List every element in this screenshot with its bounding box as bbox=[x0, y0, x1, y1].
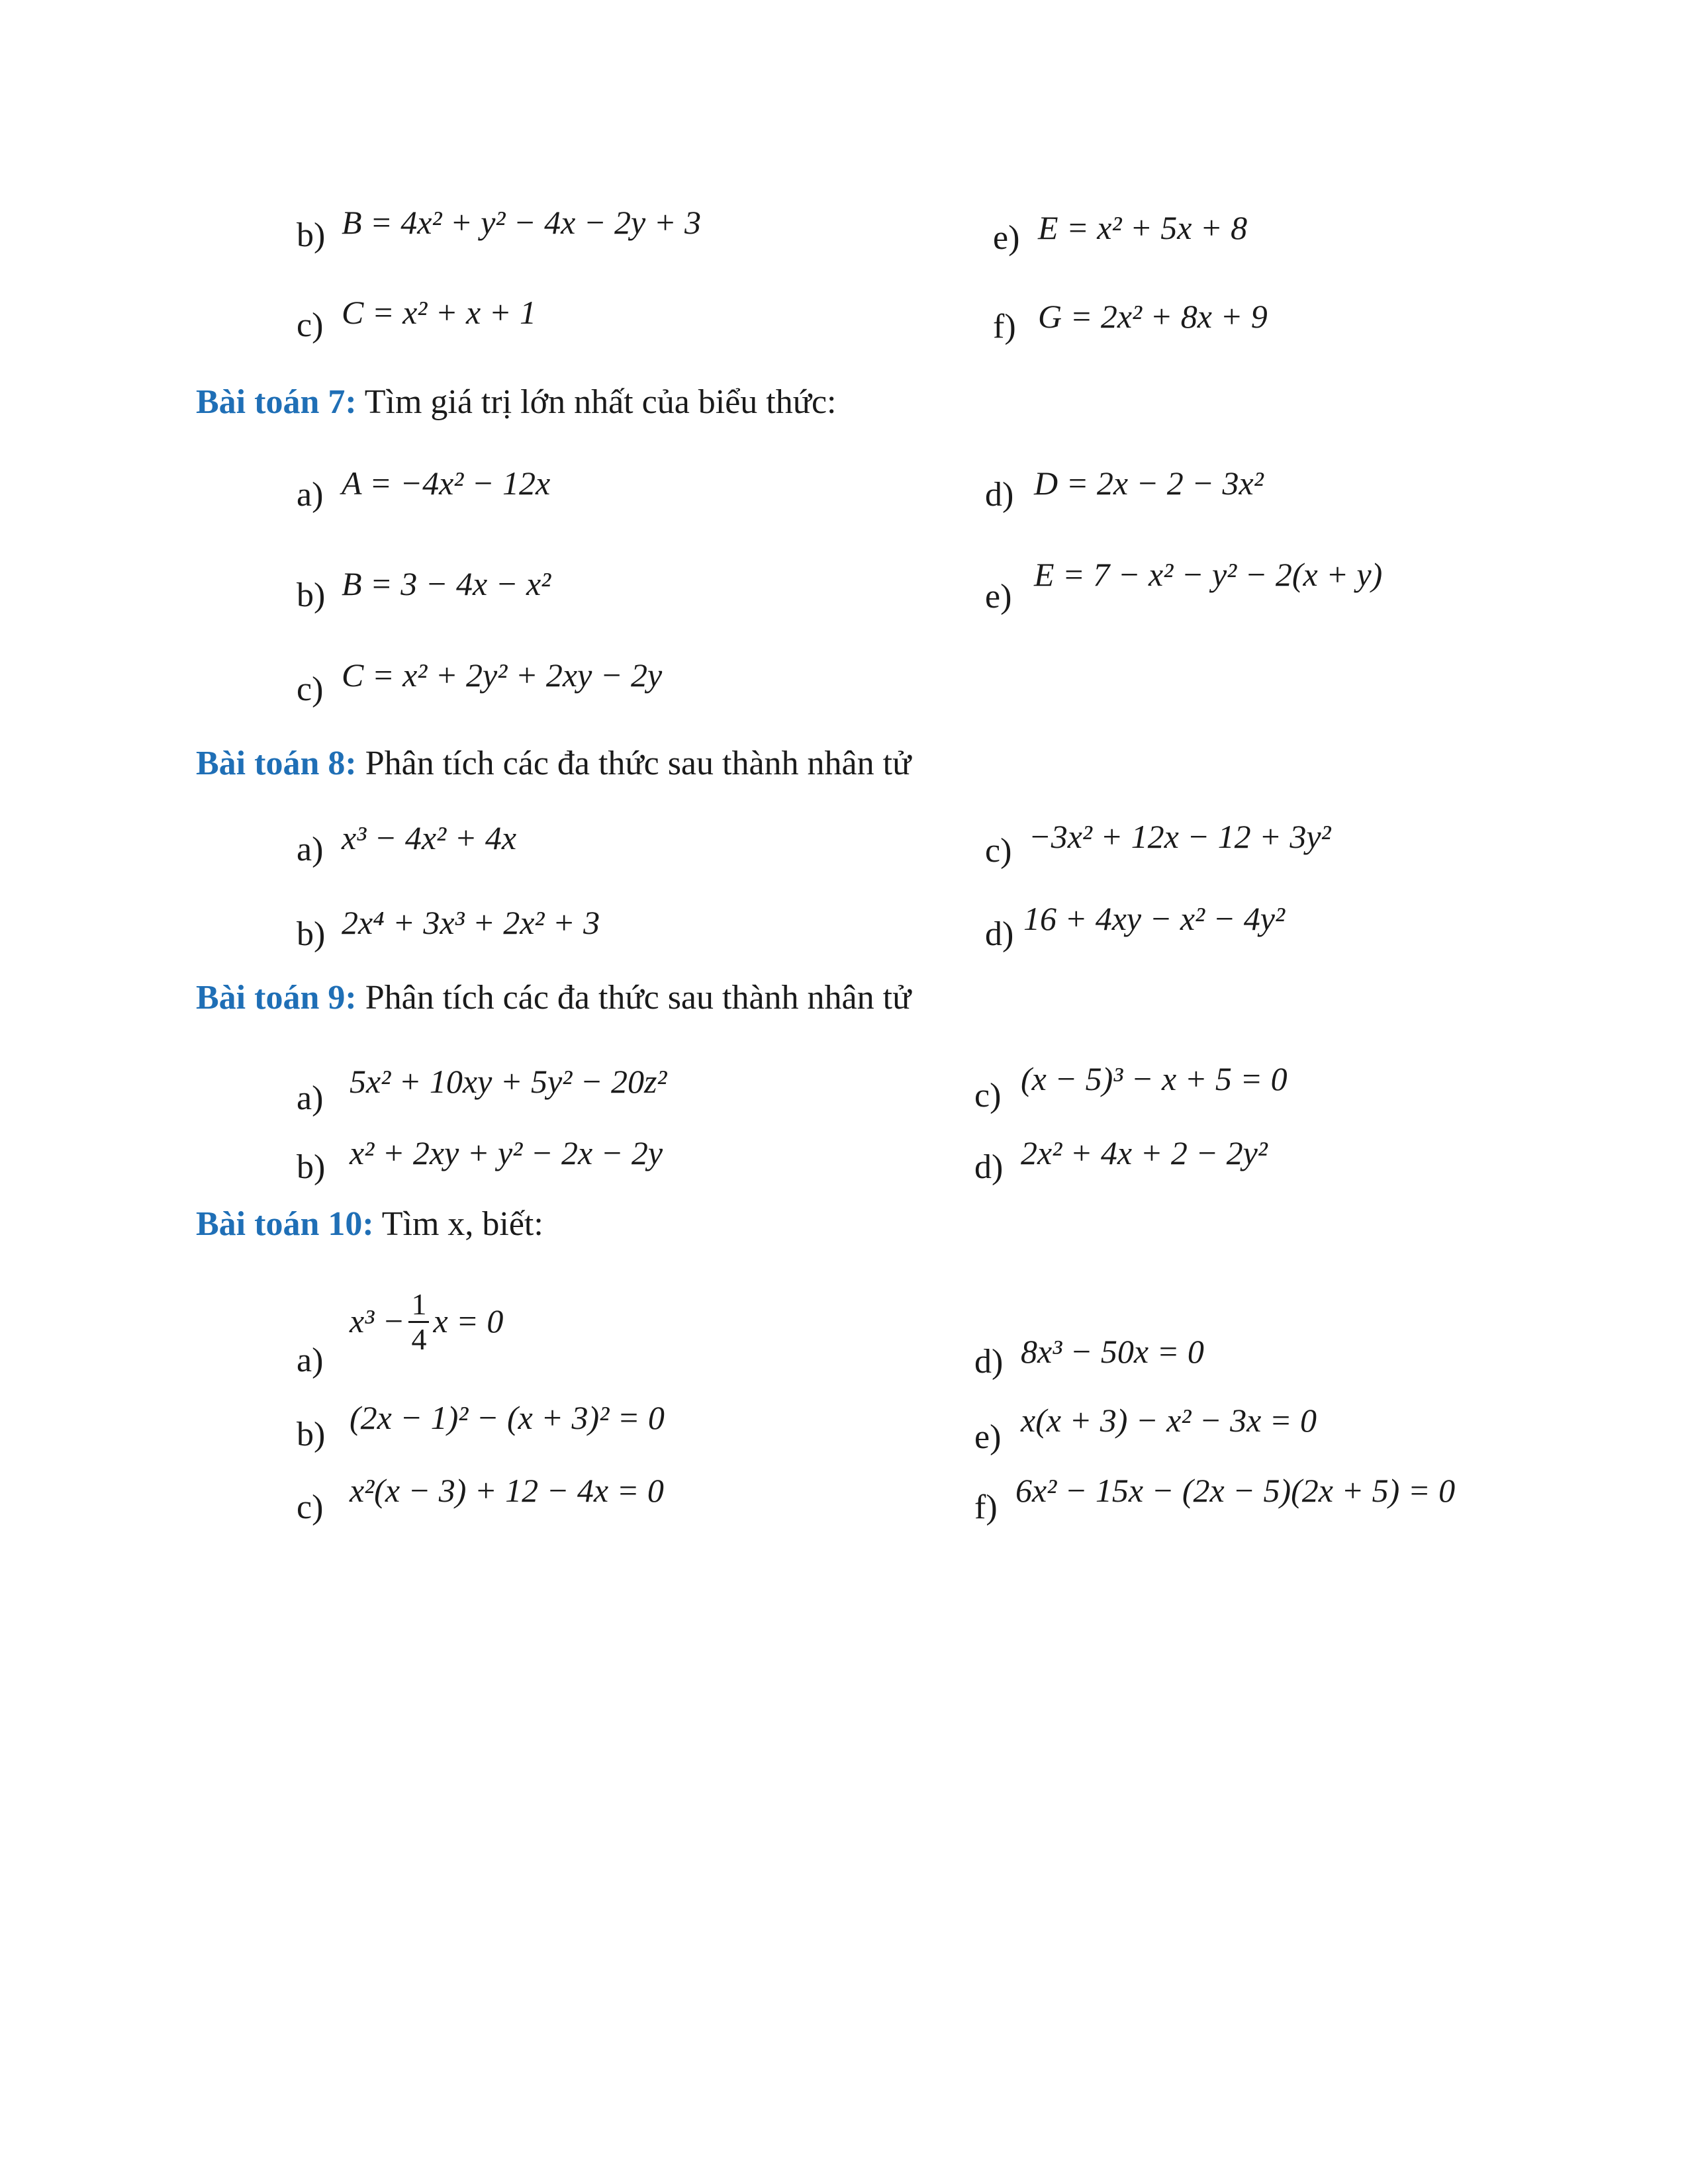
math-expression: E = x² + 5x + 8 bbox=[1038, 209, 1248, 246]
problem-title: Phân tích các đa thức sau thành nhân tử bbox=[365, 745, 912, 782]
item-label: b) bbox=[297, 915, 326, 953]
item-label: b) bbox=[297, 576, 326, 614]
math-expression: 16 + 4xy − x² − 4y² bbox=[1023, 900, 1285, 937]
item-label: e) bbox=[974, 1418, 1002, 1456]
item-label: c) bbox=[985, 832, 1012, 870]
math-expression: (2x − 1)² − (x + 3)² = 0 bbox=[350, 1399, 665, 1436]
item-label: a) bbox=[297, 1079, 324, 1117]
math-expression: B = 3 − 4x − x² bbox=[342, 565, 551, 602]
problem-title: Tìm giá trị lớn nhất của biểu thức: bbox=[364, 383, 837, 421]
item-label: c) bbox=[974, 1077, 1002, 1115]
item-label: b) bbox=[297, 1148, 326, 1186]
item-label: c) bbox=[297, 670, 324, 708]
expr-part: x = 0 bbox=[433, 1302, 504, 1340]
math-expression: 6x² − 15x − (2x − 5)(2x + 5) = 0 bbox=[1015, 1472, 1456, 1509]
item-label: f) bbox=[974, 1488, 998, 1526]
math-expression: 5x² + 10xy + 5y² − 20z² bbox=[350, 1063, 667, 1100]
problem-number: Bài toán 8: bbox=[196, 745, 357, 782]
fraction bbox=[408, 1288, 429, 1356]
math-expression: 8x³ − 50x = 0 bbox=[1021, 1333, 1204, 1370]
item-label: e) bbox=[985, 578, 1012, 615]
fraction-numerator: 1 bbox=[408, 1288, 429, 1323]
item-label: d) bbox=[974, 1343, 1004, 1381]
math-expression: 2x² + 4x + 2 − 2y² bbox=[1021, 1134, 1268, 1171]
problem-title: Phân tích các đa thức sau thành nhân tử bbox=[365, 979, 912, 1017]
item-label: d) bbox=[974, 1148, 1004, 1186]
math-expression: x³ − 4x² + 4x bbox=[342, 819, 517, 856]
math-expression: (x − 5)³ − x + 5 = 0 bbox=[1021, 1060, 1288, 1097]
item-label: a) bbox=[297, 1342, 324, 1379]
math-expression: B = 4x² + y² − 4x − 2y + 3 bbox=[342, 204, 701, 241]
math-expression: x² + 2xy + y² − 2x − 2y bbox=[350, 1134, 663, 1171]
math-expression bbox=[350, 1287, 504, 1359]
math-expression: 2x⁴ + 3x³ + 2x² + 3 bbox=[342, 904, 600, 941]
math-expression: C = x² + x + 1 bbox=[342, 294, 536, 331]
math-expression: A = −4x² − 12x bbox=[342, 465, 551, 502]
problem-number: Bài toán 9: bbox=[196, 979, 357, 1017]
problem-7-heading bbox=[196, 383, 836, 422]
item-label: b) bbox=[297, 216, 326, 254]
expr-part: x³ − bbox=[350, 1302, 405, 1340]
problem-8-heading bbox=[196, 744, 911, 784]
problem-number: Bài toán 7: bbox=[196, 383, 357, 421]
fraction-denominator: 4 bbox=[411, 1322, 427, 1356]
math-expression: G = 2x² + 8x + 9 bbox=[1038, 298, 1268, 335]
math-expression: −3x² + 12x − 12 + 3y² bbox=[1029, 818, 1331, 855]
item-label: a) bbox=[297, 831, 324, 868]
item-label: d) bbox=[985, 915, 1014, 953]
item-label: c) bbox=[297, 1488, 324, 1526]
item-label: b) bbox=[297, 1416, 326, 1453]
math-expression: x(x + 3) − x² − 3x = 0 bbox=[1021, 1402, 1317, 1439]
math-expression: C = x² + 2y² + 2xy − 2y bbox=[342, 657, 663, 694]
math-expression: E = 7 − x² − y² − 2(x + y) bbox=[1034, 556, 1383, 593]
problem-10-heading bbox=[196, 1205, 543, 1244]
problem-title: Tìm x, biết: bbox=[381, 1205, 543, 1243]
item-label: d) bbox=[985, 476, 1014, 514]
math-expression: x²(x − 3) + 12 − 4x = 0 bbox=[350, 1472, 664, 1509]
item-label: a) bbox=[297, 476, 324, 514]
math-expression: D = 2x − 2 − 3x² bbox=[1034, 465, 1264, 502]
item-label: e) bbox=[993, 219, 1020, 257]
problem-number: Bài toán 10: bbox=[196, 1205, 374, 1243]
problem-9-heading bbox=[196, 978, 911, 1018]
item-label: f) bbox=[993, 308, 1016, 345]
item-label: c) bbox=[297, 306, 324, 344]
